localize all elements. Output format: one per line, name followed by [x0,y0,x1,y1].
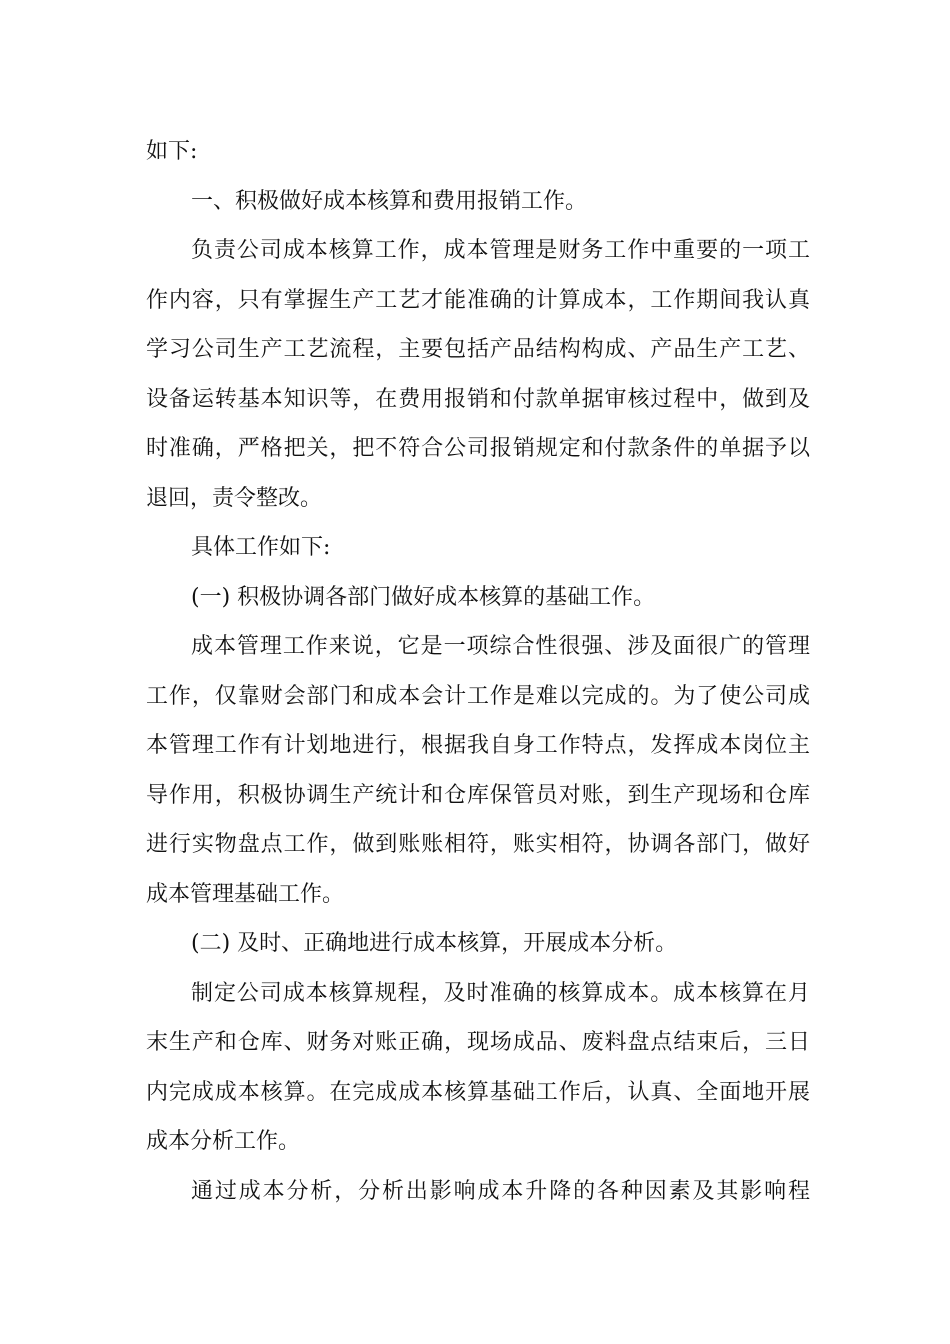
text-line: 进行实物盘点工作，做到账账相符，账实相符，协调各部门，做好 [146,832,810,857]
document-body [146,127,810,1216]
text-line: 成本管理基础工作。 [146,881,345,907]
text-line: 成本分析工作。 [146,1129,301,1154]
text-line: 负责公司成本核算工作，成本管理是财务工作中重要的一项工 [191,238,810,263]
text-line: 末生产和仓库、财务对账正确，现场成品、废料盘点结束后，三日 [146,1030,810,1055]
text-line: 本管理工作有计划地进行，根据我自身工作特点，发挥成本岗位主 [146,733,810,758]
text-line: 学习公司生产工艺流程，主要包括产品结构构成、产品生产工艺、 [146,337,810,362]
text-line: 作内容，只有掌握生产工艺才能准确的计算成本，工作期间我认真 [146,287,810,313]
text-line: 成本管理工作来说，它是一项综合性很强、涉及面很广的管理 [191,634,810,659]
text-line: (二) 及时、正确地进行成本核算，开展成本分析。 [191,931,678,956]
text-line: 具体工作如下: [191,535,331,560]
text-line: 设备运转基本知识等，在费用报销和付款单据审核过程中，做到及 [146,386,810,412]
text-line: (一) 积极协调各部门做好成本核算的基础工作。 [191,584,656,610]
text-line: 通过成本分析，分析出影响成本升降的各种因素及其影响程 [191,1178,810,1204]
text-line: 如下: [146,139,198,164]
text-line: 一、积极做好成本核算和费用报销工作。 [191,188,588,214]
text-line: 内完成成本核算。在完成成本核算基础工作后，认真、全面地开展 [146,1079,810,1105]
text-line: 退回，责令整改。 [146,485,323,511]
text-line: 制定公司成本核算规程，及时准确的核算成本。成本核算在月 [191,980,810,1006]
text-line: 工作，仅靠财会部门和成本会计工作是难以完成的。为了使公司成 [146,683,810,709]
text-line: 时准确，严格把关，把不符合公司报销规定和付款条件的单据予以 [146,436,810,461]
text-line: 导作用，积极协调生产统计和仓库保管员对账，到生产现场和仓库 [146,782,810,808]
